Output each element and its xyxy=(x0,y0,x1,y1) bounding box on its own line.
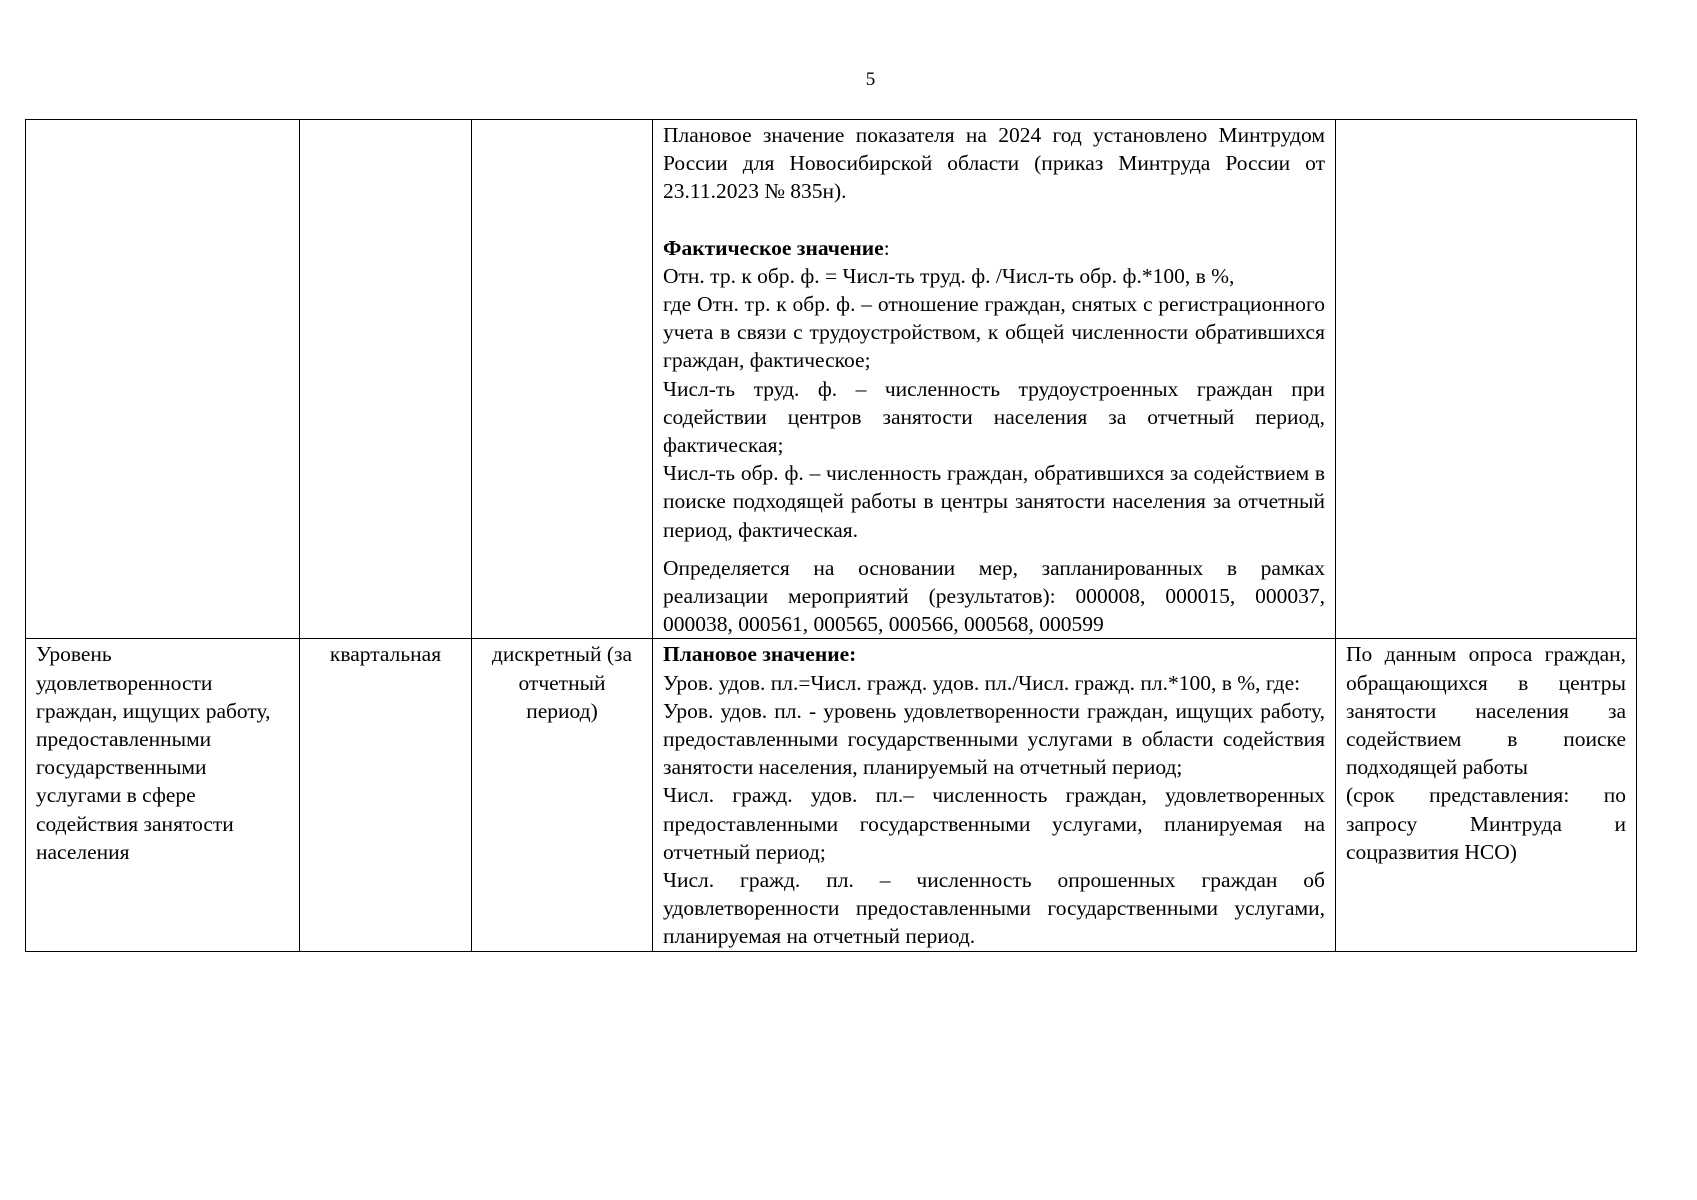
plan-definition: Числ. гражд. удов. пл.– численность граждан, удовлетворенных предоставленными государственными услугами, планируемая на отчетный период; xyxy=(663,783,1325,864)
fact-heading-suffix: : xyxy=(883,235,890,260)
indicator-name-cell xyxy=(26,639,300,951)
fact-definition: Числ-ть труд. ф. – численность трудоустроенных граждан при содействии центров занятости населения за отчетный период, фактическая; xyxy=(663,376,1325,458)
data-source: По данным опроса граждан, обращающихся в центры занятости населения за содействием в поиске подходящей работы xyxy=(1346,642,1626,780)
fact-formula: Отн. тр. к обр. ф. = Числ-ть труд. ф. /Числ-ть обр. ф.*100, в %, xyxy=(663,263,1235,288)
fact-definition: Числ-ть обр. ф. – численность граждан, обратившихся за содействием в поиске подходящей работы в центры занятости населения за отчетный период, фактическая. xyxy=(663,461,1325,542)
determined-paragraph: Определяется на основании мер, запланированных в рамках реализации мероприятий (результатов): 000008, 000015, 000037, 000038, 000561, 000565, 000566, 000568, 000599 xyxy=(663,555,1325,637)
cell-empty xyxy=(26,120,300,639)
fact-definition: где Отн. тр. к обр. ф. – отношение граждан, снятых с регистрационного учета в связи с трудоустройством, к общей численности обратившихся граждан, фактическое; xyxy=(663,292,1325,373)
calculation-cell xyxy=(653,120,1336,639)
page-number: 5 xyxy=(865,69,876,90)
source-cell xyxy=(1336,639,1637,951)
plan-definition: Числ. гражд. пл. – численность опрошенных граждан об удовлетворенности предоставленными государственными услугами, планируемая на отчетный период. xyxy=(663,868,1325,949)
table-row xyxy=(26,120,1637,639)
calculation-cell xyxy=(653,639,1336,951)
plan-paragraph: Плановое значение показателя на 2024 год установлено Минтрудом России для Новосибирской области (приказ Минтруда России от 23.11.2023 № 835н). xyxy=(663,123,1325,204)
table-row xyxy=(26,639,1637,951)
indicator-name: Уровень удовлетворенности граждан, ищущих работу, предоставленными государственными услугами в сфере содействия занятости населения xyxy=(36,642,271,864)
plan-heading: Плановое значение: xyxy=(663,642,857,667)
fact-heading-line xyxy=(663,234,1325,262)
type-cell xyxy=(472,639,653,951)
cell-empty xyxy=(1336,120,1637,639)
cell-empty xyxy=(300,120,472,639)
source-deadline: (срок представления: по запросу Минтруда и соцразвития НСО) xyxy=(1346,783,1626,864)
indicator-table xyxy=(25,119,1637,952)
cell-empty xyxy=(472,120,653,639)
periodicity-cell xyxy=(300,639,472,951)
plan-definition: Уров. удов. пл. - уровень удовлетворенности граждан, ищущих работу, предоставленными государственными услугами в области содействия занятости населения, планируемый на отчетный период; xyxy=(663,698,1325,780)
indicator-type: дискретный (за отчетный период) xyxy=(491,642,633,723)
plan-formula: Уров. удов. пл.=Числ. гражд. удов. пл./Числ. гражд. пл.*100, в %, где: xyxy=(663,670,1301,695)
periodicity: квартальная xyxy=(329,642,442,667)
fact-heading: Фактическое значение xyxy=(663,235,884,260)
